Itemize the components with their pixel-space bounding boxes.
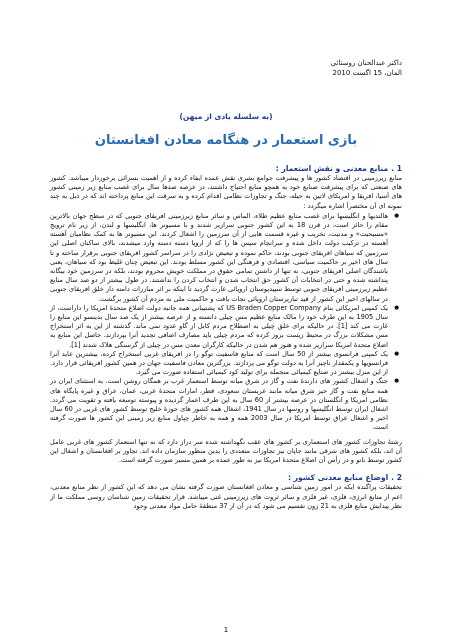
author-name: داکتر عبدالحنان روستائی bbox=[330, 59, 402, 67]
section-1-intro: منابع زیرزمینی در اقتصاد کشور ها و پیشرفت جوامع بشری نقش عمده ایفاء کرده و از اهمیت بسزائی برخوردار میباشد. کشور های صنعتی که برای پیشرفت صنایع خود به همچو منابع احتیاج داشتند، در عرصه صدها سال برای غصب منابع زیر زمینی کشور های آسیا، افریقا و امریکای لاتین به حیله، جنگ و تجاوزات نظامی اقدام کرده و به سرقت این منابع پرداخته اند که در ذیل به چند نمونه ای آن مختصرآ اشاره میگردد : bbox=[50, 174, 402, 210]
section-1-closing: رشتهٔ تجاوزات کشور های استعماری بر کشور های عقب نگهداشته شده سر دراز دارد که نه تنها استعمار کشور های غربی عامل آن اند، بلکه کشور های شرقی مانند جاپان نیز تجاوزات متعددی را بدین منظور سازمان داده اند. تجاوز بر افغانستان و اشغال این کشور توسط ناتو و در رأس آن اضلاع متحدهٔ امریکا نیز به طور عمده بر همین مسیر صورت گرفته است. bbox=[50, 437, 402, 465]
section-heading-text: منابع معدنی و نقش استعمار : bbox=[275, 164, 389, 173]
section-2-intro: تحقیقات پراگنده ایکه در امور زمین شناسی و معادن افغانستان صورت گرفته نشان می دهد که این کشور از نظر منابع معدنی، اعم از منابع انرژی، فلزی، غیر فلزی و سائر ثروت های زیرزمینی غنی میباشد. قرار تحقیقات زمین شناسان روسی مملکت ما از نظر پیدایش منابع فلزی به 21 زون تقسیم می شود که در آن از 37 منطقهٔ حامل مواد معدنی وجود bbox=[50, 483, 402, 510]
author-block bbox=[50, 58, 402, 78]
page-number: 1 bbox=[223, 626, 229, 634]
place-date: المان، 15 اگست 2010 bbox=[332, 69, 402, 77]
section-heading-1 bbox=[50, 164, 402, 173]
document-title: بازی استعمار در هنگامه معادن افغانستان bbox=[94, 133, 358, 148]
section-number: 1 . bbox=[391, 164, 402, 173]
section-1-bullets bbox=[50, 212, 402, 433]
bullet-item: ● جنگ و اشغال کشور های دارندهٔ نفت و گاز در شرق میانه توسط استعمار غرب بر همگان روشن است. به استثنای ایران در همه منابع نفت و گاز خیز شرق میانه مانند عربستان سعودی، قطر، امارات متحدهٔ عربی، عمان، عراق و غیره پایگاه های نظامی امریکا و انگلستان در عرصه بیشتر از 60 سال به این طرف اعمار گردیده و پیوسته توسعه یافته و تقویت می گردد. اشغال ایران توسط انگلیسها و روسها در سال 1941، اشغال همه کشور های حوزهٔ خلیج توسط کشور های غربی در 60 سال اخیر و اشغال عراق توسط امریکا در سال 2003 همه و همه به خاطر چپاول منابع زیر زمینی این کشور ها صورت گرفته است. bbox=[50, 377, 402, 432]
series-subtitle: (به سلسله یادی از میهن) bbox=[179, 112, 273, 121]
bullet-item: ● یک کمپنی امریکائی بنام US Braden Copper Company که پشتیبانی همه جانبه دولت اضلاع متحدهٔ امریکا را داراست، از سال 1905 به این طرف خود را مالک منابع عظیم مس چیلی دانسته و از عرصه بیشتر از یک صد سال بدینسو این منابع را غارت می کند [1]. در حالیکه برای خلق چیلی به اصطلاح مردم کابل از گاو عدود نمی ماند. گذشته از این به اثر استخراج مس مشکلات بزرگ در محیط زیست بروز کرده که مردم چیلی باید مصارف اضافی تجدید آنرا بپردازند. حاصل این منابع به اضلاع متحدهٔ امریکا سرازیر شده و هنوز هم شدن در حالیکه کارگران معدن مس در چیلی از گرسنگی هلاک شدند [1]. bbox=[50, 304, 402, 350]
section-number: 2 . bbox=[391, 473, 402, 483]
bullet-item: ● یک کمپنی فرانسوی بیشتر از 50 سال است که منابع فاسفیت توگو را در افریقای غربی استخراج کرده، بیشترین عاید آنرا فرانسویها و یکمقدار ناچیز آنرا به دولت توگو می پردازند. بزرگترین معادن فاسفیت جهان در همین کشور افریقائی قرار دارد. از این منزل بیشتر در صنایع کیمیائی منجمله برای تولید کود کیمیائی استفاده صورت می گیرد. bbox=[50, 350, 402, 378]
bullet-item: ● هالندیها و انگلیسها برای غصب منابع عظیم طلاء، الماس و سائر منابع زیرزمینی افریقای جنوبی که در سطح جهان بالاترین مقام را حائز است، در قرن 18 به این کشور جنوبی سرازیر شدند و با مسیونر ها، انگلیسها و لندن، از زیر نام ترویج «مسیحیت» و مدنیت، تخریب و غیره قسمت هایی از آن سرزمین را اشغال کردند. این مسیونر ها به کمک نظامیان آهسته آهسته در ترکیب دولت داخل شده و سرانجام سپس ها را که از اروپا دسته دسته وارد میشدند، بالای ساکنان اصلی این سرزمین که سیاهان افریقای جنوبی بودند، حاکم نموده و تبعیض نژادی را در سراسر کشور افریقای جنوبی برقرار ساخته و تا سال های اخیر بر حاکمیت سیاسی، اقتصادی و فرهنگی این کشور مسلط بودند. این تبعیض چنان غلیظ بود که سیاهان، یعنی باشندگان اصلی افریقای جنوبی، نه تنها از داشتن تمامی حقوق در مملکت خویش محروم بودند، بلکه در سرزمین خود بیگانه پنداشته شده و حتی در انتخابات آن کشور حق انتخاب شدن و انتخاب کردن را نداشتند. در طول بیشتر از دو صد سال منابع عظیم زیرزمینی افریقای جنوبی توسط سپیدپوستان اروپائی غارت گردید تا اینکه بر اثر مبارزات دامنه دار خلق افریقای جنوبی در سالهای اخیر این کشور از قید تبارپرستان اروپائی نجات یافت و حاکمیت ملی به مردم آن کشور برگشت. bbox=[50, 212, 402, 304]
section-heading-2 bbox=[50, 473, 402, 482]
section-heading-text: اوضاع منابع معدنی کشور : bbox=[287, 473, 389, 483]
